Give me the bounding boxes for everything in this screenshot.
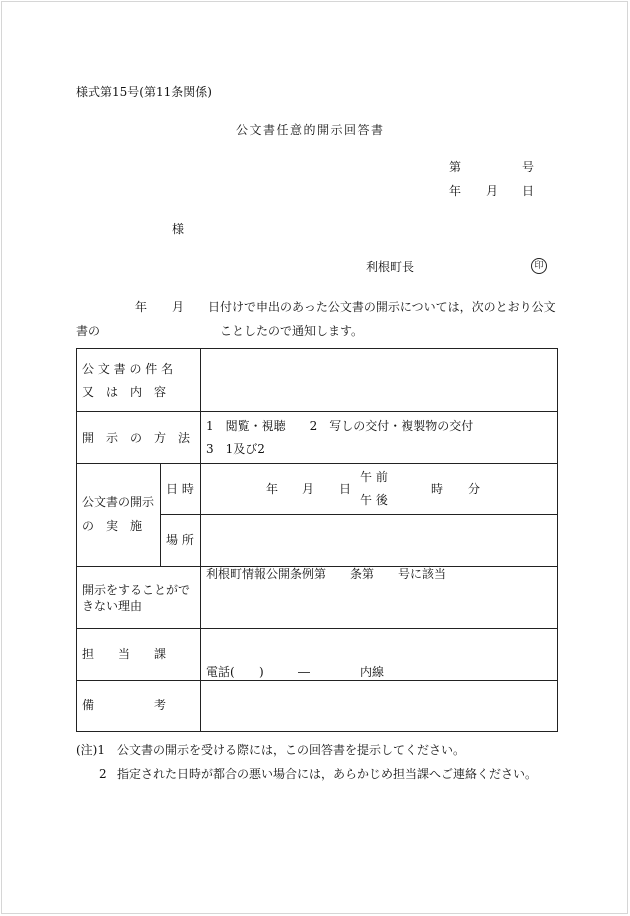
body-year: 年 xyxy=(135,300,148,314)
table-rule xyxy=(76,680,558,681)
doc-number-prefix: 第 xyxy=(449,160,462,174)
department-label: 担 当 課 xyxy=(82,647,167,661)
reason-label-1: 開示をすることがで xyxy=(82,583,191,597)
remarks-label: 備 考 xyxy=(82,698,167,712)
disclosure-table xyxy=(76,348,558,732)
subject-label-1: 公 文 書 の 件 名 xyxy=(82,362,174,376)
reason-label-2: きない理由 xyxy=(82,599,143,613)
implementation-label-2: の 実 施 xyxy=(82,519,143,533)
date-year: 年 xyxy=(449,184,462,198)
issuer-name: 利根町長 xyxy=(366,260,415,274)
table-rule xyxy=(76,628,558,629)
subject-label-2: 又 は 内 容 xyxy=(82,385,167,399)
body-month: 月 xyxy=(172,300,185,314)
table-subcolumn-divider xyxy=(160,463,161,566)
place-label: 場 所 xyxy=(166,533,194,547)
document-title: 公文書任意的開示回答書 xyxy=(236,123,385,137)
date-month: 月 xyxy=(486,184,499,198)
table-rule xyxy=(160,514,558,515)
datetime-day: 日 xyxy=(339,482,352,496)
table-border-left xyxy=(76,348,77,732)
date-day: 日 xyxy=(522,184,535,198)
reason-text: 利根町情報公開条例第 条第 号に該当 xyxy=(206,567,447,581)
datetime-pm: 午 後 xyxy=(360,493,388,507)
form-reference: 様式第15号(第11条関係) xyxy=(76,85,212,99)
phone-prefix: 電話( xyxy=(206,665,235,679)
extension-label: 内線 xyxy=(360,665,385,679)
phone-close-paren: ) xyxy=(259,665,264,679)
note-1: 公文書の開示を受ける際には，この回答書を提示してください。 xyxy=(117,743,466,757)
phone-dash: ― xyxy=(298,665,310,679)
table-border-right xyxy=(557,348,558,732)
datetime-hour: 時 xyxy=(431,482,444,496)
method-options-line-2: 3 1及び2 xyxy=(206,442,265,456)
note-2: 指定された日時が都合の悪い場合には，あらかじめ担当課へご連絡ください。 xyxy=(117,767,538,781)
datetime-month: 月 xyxy=(302,482,315,496)
implementation-label-1: 公文書の開示 xyxy=(82,495,155,509)
method-label: 開 示 の 方 法 xyxy=(82,431,191,445)
datetime-label: 日 時 xyxy=(166,482,194,496)
doc-number-suffix: 号 xyxy=(522,160,535,174)
method-options-line-1: 1 閲覧・視聴 2 写しの交付・複製物の交付 xyxy=(206,419,474,433)
body-line-2-end: ことしたので通知します。 xyxy=(220,324,364,338)
seal-mark: 印 xyxy=(531,258,547,274)
table-rule xyxy=(76,463,558,464)
body-line-2-start: 書の xyxy=(76,324,101,338)
table-rule xyxy=(76,411,558,412)
note-2-number: 2 xyxy=(99,767,107,781)
datetime-year: 年 xyxy=(266,482,279,496)
notes-prefix: (注)1 xyxy=(76,743,105,757)
table-border-bottom xyxy=(76,731,558,732)
datetime-am: 午 前 xyxy=(360,470,388,484)
table-column-divider xyxy=(200,348,201,732)
table-border-top xyxy=(76,348,558,349)
addressee-suffix: 様 xyxy=(172,222,185,236)
body-line-1: 日付けで申出のあった公文書の開示については，次のとおり公文 xyxy=(208,300,556,314)
datetime-minute: 分 xyxy=(468,482,481,496)
